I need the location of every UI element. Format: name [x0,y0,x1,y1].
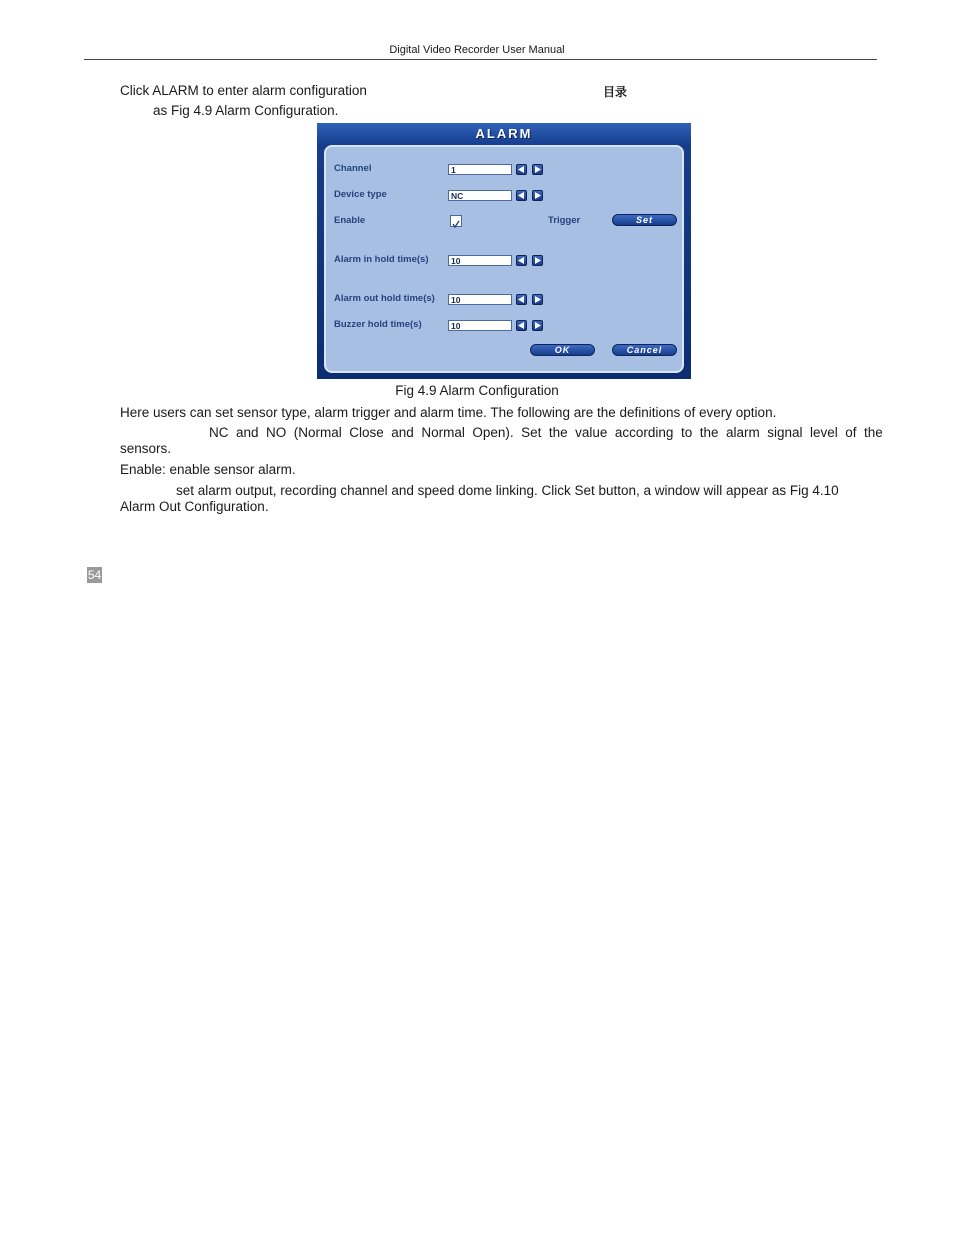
channel-next-arrow-icon[interactable] [532,164,543,175]
paragraph-2-line-1: NC and NO (Normal Close and Normal Open). Set the value according to the alarm signal level of the [209,425,883,440]
alarm-in-hold-field[interactable]: 10 [448,255,512,266]
paragraph-3: Enable: enable sensor alarm. [120,462,296,477]
toc-link[interactable]: 目录 [603,85,628,99]
paragraph-1: Here users can set sensor type, alarm trigger and alarm time. The following are the definitions of every option. [120,405,777,420]
alarm-out-hold-field[interactable]: 10 [448,294,512,305]
page-number: 54 [87,568,102,582]
trigger-set-button[interactable]: Set [612,214,677,226]
alarm-in-hold-prev-arrow-icon[interactable] [516,255,527,266]
dialog-panel [324,145,684,373]
intro-line-1: Click ALARM to enter alarm configuration [120,83,367,98]
device-type-field[interactable]: NC [448,190,512,201]
header-rule [84,59,877,60]
alarm-out-hold-label: Alarm out hold time(s) [334,293,435,304]
figure-caption: Fig 4.9 Alarm Configuration [395,383,559,398]
buzzer-hold-prev-arrow-icon[interactable] [516,320,527,331]
running-header: Digital Video Recorder User Manual [389,44,565,56]
dialog-title: ALARM [475,126,533,141]
buzzer-hold-label: Buzzer hold time(s) [334,319,422,330]
device-type-prev-arrow-icon[interactable] [516,190,527,201]
device-type-label: Device type [334,189,387,200]
channel-prev-arrow-icon[interactable] [516,164,527,175]
alarm-out-hold-prev-arrow-icon[interactable] [516,294,527,305]
trigger-label: Trigger [548,215,581,226]
buzzer-hold-next-arrow-icon[interactable] [532,320,543,331]
channel-label: Channel [334,163,372,174]
paragraph-4-line-2: Alarm Out Configuration. [120,499,269,514]
paragraph-2-line-2: sensors. [120,441,172,456]
alarm-dialog-figure [317,123,691,379]
ok-button[interactable]: OK [530,344,595,356]
alarm-in-hold-label: Alarm in hold time(s) [334,254,429,265]
enable-label: Enable [334,215,366,226]
device-type-next-arrow-icon[interactable] [532,190,543,201]
buzzer-hold-field[interactable]: 10 [448,320,512,331]
alarm-in-hold-next-arrow-icon[interactable] [532,255,543,266]
intro-line-2: as Fig 4.9 Alarm Configuration. [153,103,339,118]
dialog-title-bar [317,123,691,145]
channel-field[interactable]: 1 [448,164,512,175]
paragraph-4-line-1: set alarm output, recording channel and speed dome linking. Click Set button, a window will appear as Fig 4.10 [176,483,839,498]
enable-checkbox[interactable] [450,215,462,227]
cancel-button[interactable]: Cancel [612,344,677,356]
checkmark-icon [451,219,461,229]
alarm-out-hold-next-arrow-icon[interactable] [532,294,543,305]
